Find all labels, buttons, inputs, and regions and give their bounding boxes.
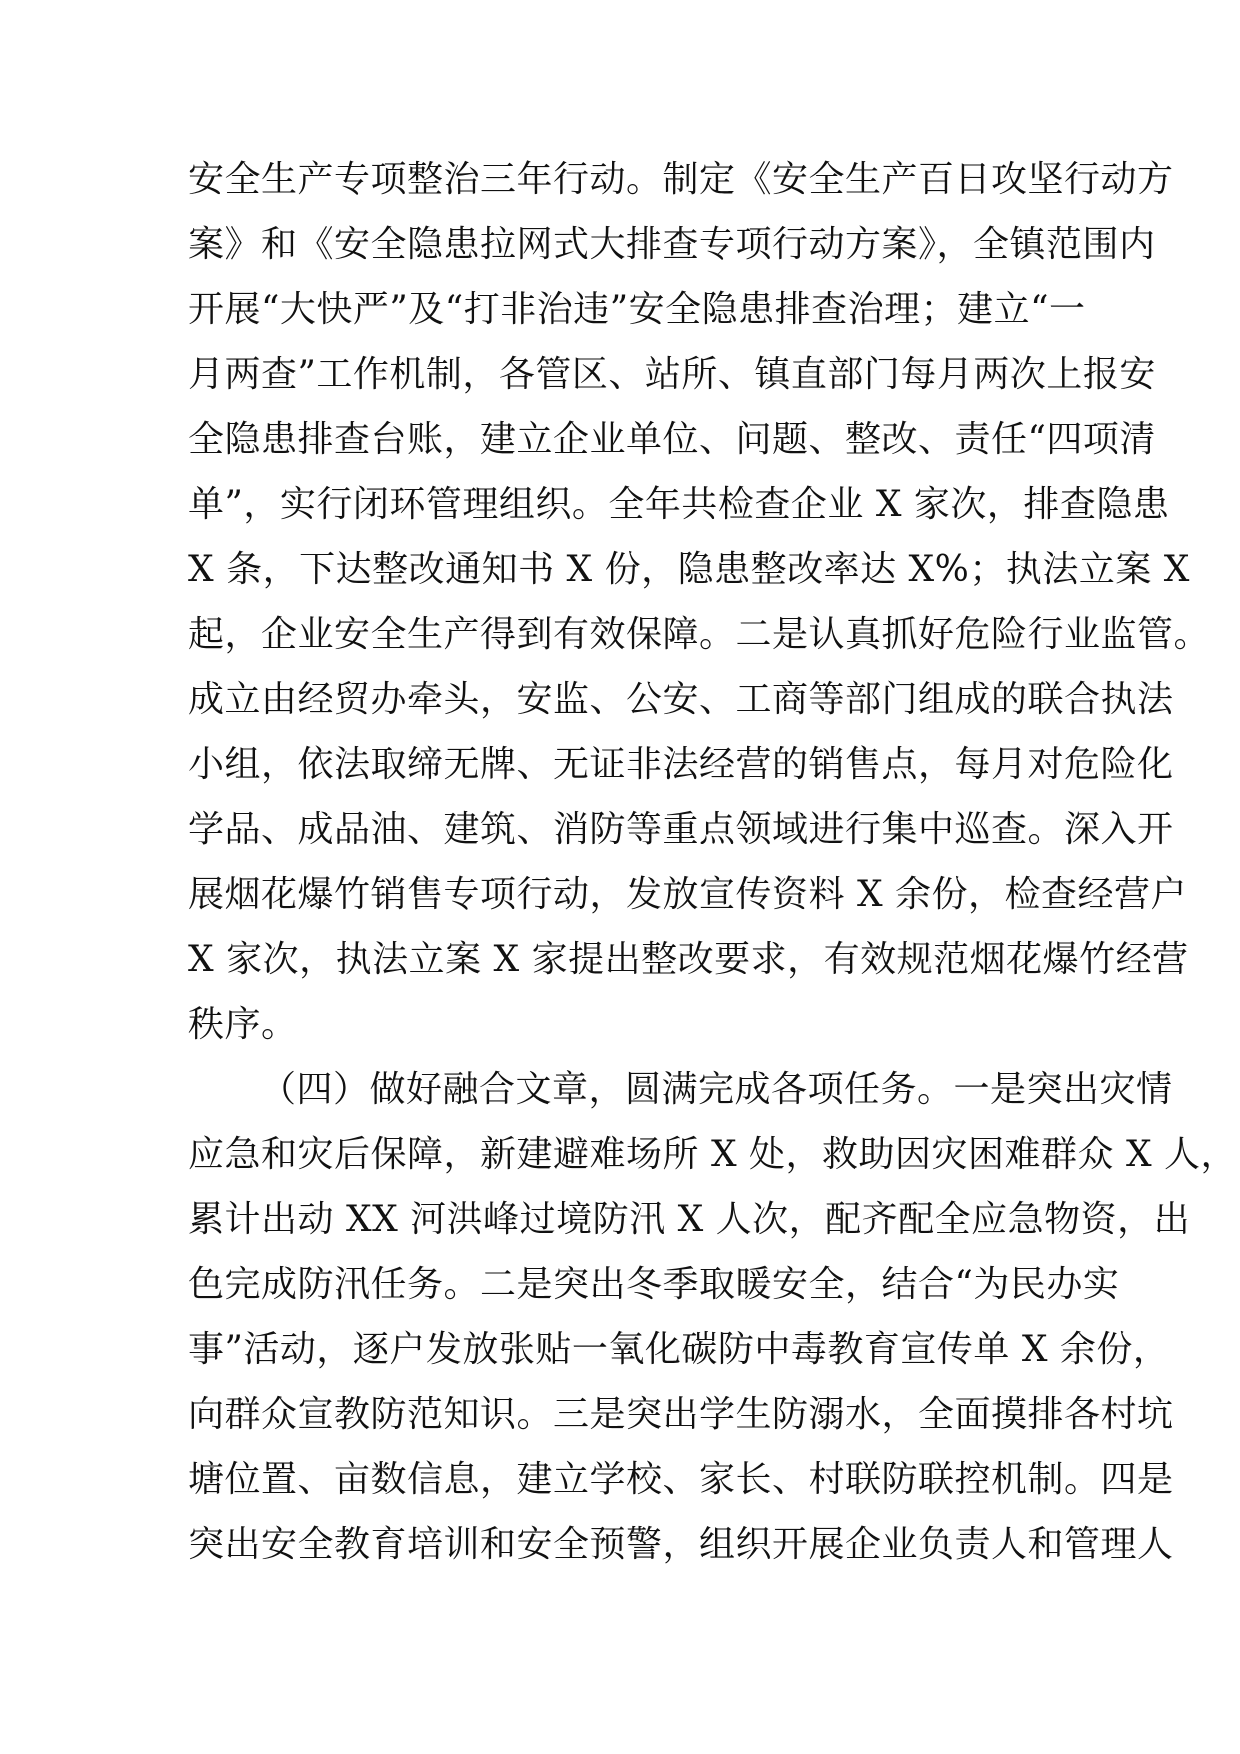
text-line: X 条，下达整改通知书 X 份，隐患整改率达 X%；执法立案 X bbox=[188, 549, 1190, 590]
text-line: 秩序。 bbox=[188, 1004, 298, 1045]
text-line: 小组，依法取缔无牌、无证非法经营的销售点，每月对危险化 bbox=[188, 744, 1174, 785]
text-line: 突出安全教育培训和安全预警，组织开展企业负责人和管理人 bbox=[188, 1524, 1174, 1565]
text-line: 开展“大快严”及“打非治违”安全隐患排查治理；建立“一 bbox=[188, 289, 1086, 330]
paragraph-2 bbox=[188, 1057, 1238, 1577]
text-line: 应急和灾后保障，新建避难场所 X 处，救助因灾困难群众 X 人， bbox=[188, 1134, 1238, 1175]
text-line: 安全生产专项整治三年行动。制定《安全生产百日攻坚行动方 bbox=[188, 159, 1174, 200]
text-line: 案》和《安全隐患拉网式大排查专项行动方案》，全镇范围内 bbox=[188, 224, 1156, 265]
text-line: 展烟花爆竹销售专项行动，发放宣传资料 X 余份，检查经营户 bbox=[188, 874, 1188, 915]
text-line: 塘位置、亩数信息，建立学校、家长、村联防联控机制。四是 bbox=[188, 1459, 1174, 1500]
text-line: 全隐患排查台账，建立企业单位、问题、整改、责任“四项清 bbox=[188, 419, 1156, 460]
paragraph-1 bbox=[188, 147, 1211, 1057]
text-line: 起，企业安全生产得到有效保障。二是认真抓好危险行业监管。 bbox=[188, 614, 1211, 655]
text-line: 成立由经贸办牵头，安监、公安、工商等部门组成的联合执法 bbox=[188, 679, 1174, 720]
text-line: 学品、成品油、建筑、消防等重点领域进行集中巡查。深入开 bbox=[188, 809, 1174, 850]
text-line: 向群众宣教防范知识。三是突出学生防溺水，全面摸排各村坑 bbox=[188, 1394, 1174, 1435]
text-line: 累计出动 XX 河洪峰过境防汛 X 人次，配齐配全应急物资，出 bbox=[188, 1199, 1191, 1240]
text-line: 色完成防汛任务。二是突出冬季取暖安全，结合“为民办实 bbox=[188, 1264, 1120, 1305]
text-line: X 家次，执法立案 X 家提出整改要求，有效规范烟花爆竹经营 bbox=[188, 939, 1189, 980]
text-line: 单”，实行闭环管理组织。全年共检查企业 X 家次，排查隐患 bbox=[188, 484, 1170, 525]
text-line: 月两查”工作机制，各管区、站所、镇直部门每月两次上报安 bbox=[188, 354, 1156, 395]
section-heading-line: （四）做好融合文章，圆满完成各项任务。一是突出灾情 bbox=[260, 1069, 1173, 1110]
text-line: 事”活动，逐户发放张贴一氧化碳防中毒教育宣传单 X 余份， bbox=[188, 1329, 1170, 1370]
